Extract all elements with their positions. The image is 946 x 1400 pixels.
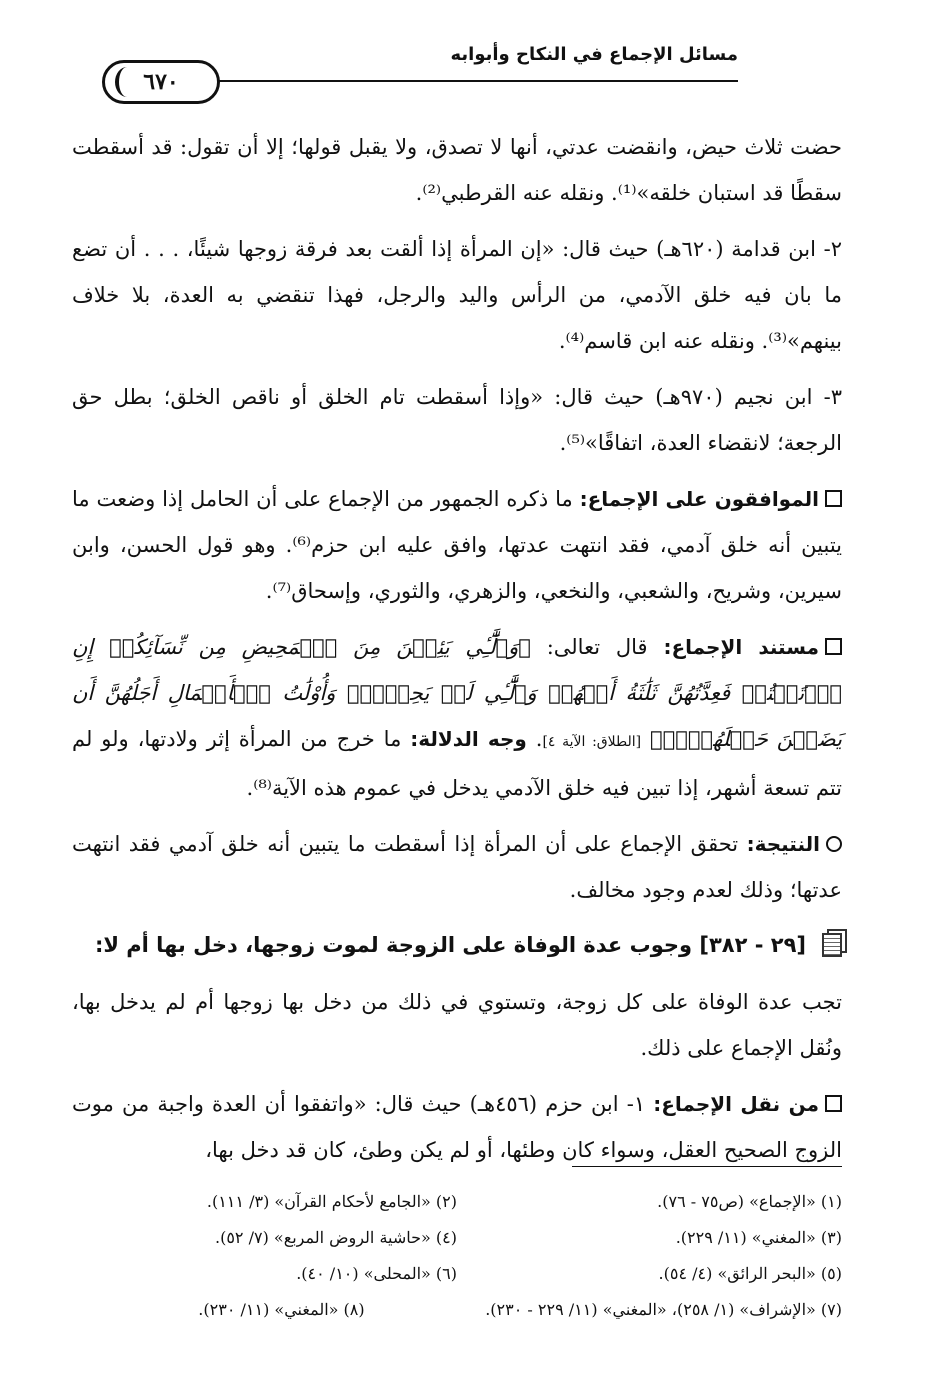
lead-label: مستند الإجماع: xyxy=(663,635,819,659)
footnote: (٥) «البحر الرائق» (٤/ ٥٤). xyxy=(658,1264,842,1283)
page-header xyxy=(72,0,842,108)
paragraph-text: تحقق الإجماع على أن المرأة إذا أسقطت ما يتبين أنه خلق آدمي فقد انتهت عدتها؛ وذلك لعدم وجود مخالف. xyxy=(72,832,842,902)
paragraph: تجب عدة الوفاة على كل زوجة، وتستوي في ذلك من دخل بها زوجها أم لم يدخل بها، ونُقل الإجماع على ذلك. xyxy=(72,990,842,1060)
page-number: ٦٧٠ xyxy=(102,60,220,104)
square-bullet-icon xyxy=(825,490,842,507)
section-heading xyxy=(72,923,842,967)
footnote-row xyxy=(72,1256,842,1292)
lead-label: النتيجة: xyxy=(746,832,820,856)
paragraph-text: ما ذكره الجمهور من الإجماع على أن الحامل إذا وضعت ما يتبين أنه خلق آدمي، فقد انتهت عدتها، وافق عليه ابن حزم⁽⁶⁾. وهو قول الحسن، وابن سيرين، وشريح، والشعبي، والنخعي، والزهري، والثوري، وإسحاق⁽⁷⁾. xyxy=(72,487,843,603)
paragraph: ٣- ابن نجيم (٩٧٠هـ) حيث قال: «وإذا أسقطت تام الخلق أو ناقص الخلق؛ بطل حق الرجعة؛ لانقضاء العدة، اتفاقًا»⁽⁵⁾. xyxy=(72,385,842,455)
paragraph-agreeing xyxy=(72,476,842,614)
square-bullet-icon xyxy=(825,638,842,655)
footnote: (١) «الإجماع» (ص٧٥ - ٧٦). xyxy=(657,1192,842,1211)
footnote-row xyxy=(72,1220,842,1256)
paragraph-text: ما خرج من المرأة إثر ولادتها، ولو لم تتم تسعة أشهر، إذا تبين فيه خلق الآدمي يدخل في عموم هذه الآية⁽⁸⁾. xyxy=(72,727,842,800)
lead-label: الموافقون على الإجماع: xyxy=(579,487,819,511)
footnote: (٦) «المحلى» (١٠/ ٤٠). xyxy=(296,1264,457,1283)
page-body xyxy=(72,124,842,1183)
paragraph-evidence: مستند الإجماع: قال تعالى: ﴿وَٱلَّٰٓـِٔي يَئِسۡنَ مِنَ ٱلۡمَحِيضِ مِن نِّسَآئِكُمۡ إِنِ ٱرۡتَبۡتُمۡ فَعِدَّتُهُنَّ ثَلَٰثَةُ أَشۡهُرٖ وَٱلَّٰٓـِٔي لَمۡ يَحِضۡنَۚ وَأُوْلَٰتُ ٱلۡأَحۡمَالِ أَجَلُهُنَّ أَن يَضَعۡنَ حَمۡلَهُنَّۚ﴾ [الطلاق: الآية ٤]. وجه الدلالة: ما خرج من المرأة إثر ولادتها، ولو لم تتم تسعة أشهر، إذا تبين فيه خلق الآدمي يدخل في عموم هذه الآية⁽⁸⁾. xyxy=(72,635,842,800)
paragraph-result xyxy=(72,821,842,913)
paragraph: حضت ثلاث حيض، وانقضت عدتي، أنها لا تصدق، ولا يقبل قولها؛ إلا أن تقول: قد أسقطت سقطًا قد استبان خلقه»⁽¹⁾. ونقله عنه القرطبي⁽²⁾. xyxy=(72,135,842,205)
footnote: (٤) «حاشية الروض المربع» (٧/ ٥٢). xyxy=(214,1228,457,1247)
paragraph-text: ١- ابن حزم (٤٥٦هـ) حيث قال: «واتفقوا أن العدة واجبة من موت الزوج الصحيح العقل، وسواء كان وطئها، أو لم يكن وطئ، كان قد دخل بها، xyxy=(72,1092,842,1162)
square-bullet-icon xyxy=(825,1095,842,1112)
footnote: (٣) «المغني» (١١/ ٢٢٩). xyxy=(675,1228,842,1247)
quran-verse: ﴿وَٱلَّٰٓـِٔي يَئِسۡنَ مِنَ ٱلۡمَحِيضِ مِن نِّسَآئِكُمۡ إِنِ ٱرۡتَبۡتُمۡ فَعِدَّتُهُنَّ ثَلَٰثَةُ أَشۡهُرٖ وَٱلَّٰٓـِٔي لَمۡ يَحِضۡنَۚ وَأُوْلَٰتُ ٱلۡأَحۡمَالِ أَجَلُهُنَّ أَن يَضَعۡنَ حَمۡلَهُنَّۚ﴾ xyxy=(72,635,842,751)
paragraph-transmitters xyxy=(72,1081,842,1173)
footnotes xyxy=(72,1184,842,1328)
header-rule xyxy=(166,80,738,82)
footnote: (٨) «المغني» (١١/ ٢٣٠). xyxy=(198,1300,365,1319)
footnote: (٢) «الجامع لأحكام القرآن» (٣/ ١١١). xyxy=(206,1192,457,1211)
lead-label: من نقل الإجماع: xyxy=(653,1092,819,1116)
paragraph: ٢- ابن قدامة (٦٢٠هـ) حيث قال: «إن المرأة إذا ألقت بعد فرقة زوجها شيئًا، . . . أن تضع ما بان فيه خلق الآدمي، من الرأس واليد والرجل، فهذا تنقضي به العدة، بلا خلاف بينهم»⁽³⁾. ونقله عنه ابن قاسم⁽⁴⁾. xyxy=(72,237,842,353)
footnote: (٧) «الإشراف» (١/ ٢٥٨)، «المغني» (١١/ ٢٢٩ - ٢٣٠). xyxy=(485,1300,842,1319)
running-title: مسائل الإجماع في النكاح وأبوابه xyxy=(450,44,738,65)
footnote-row xyxy=(72,1184,842,1220)
lead-label: وجه الدلالة: xyxy=(410,727,527,751)
document-icon xyxy=(822,933,842,957)
verse-reference: [الطلاق: الآية ٤] xyxy=(542,734,642,750)
footnote-rule xyxy=(572,1166,842,1167)
section-heading-text: [٢٩ - ٣٨٢] وجوب عدة الوفاة على الزوجة لموت زوجها، دخل بها أم لا: xyxy=(94,933,806,957)
circle-bullet-icon xyxy=(826,836,842,852)
paragraph-text: قال تعالى: xyxy=(546,635,648,659)
footnote-row xyxy=(72,1292,842,1328)
